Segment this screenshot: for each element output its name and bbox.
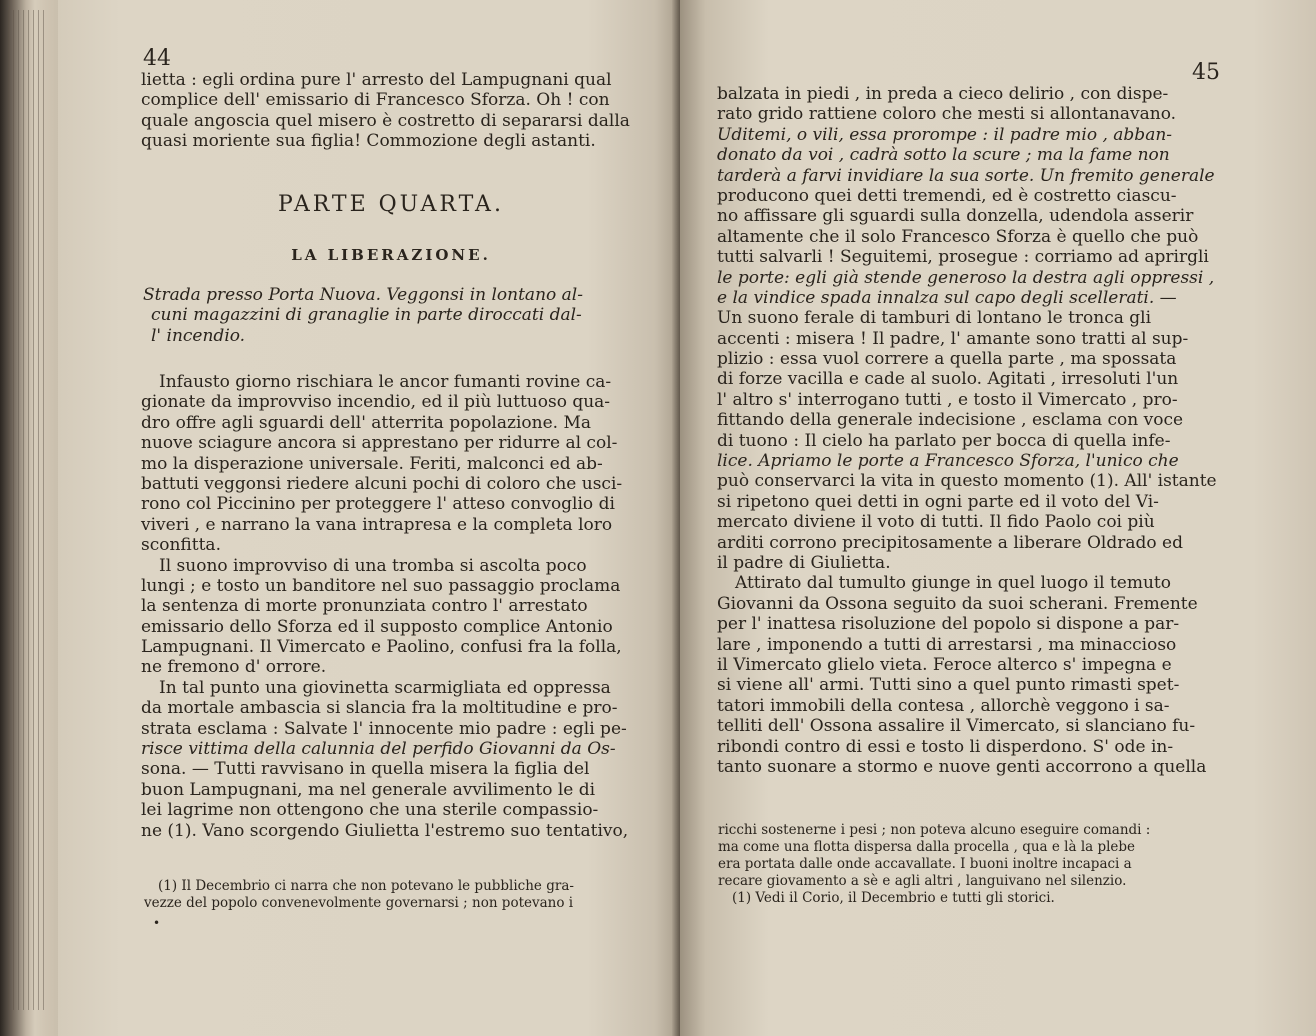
right-page [680,0,1316,1036]
text-line: si ripetono quei detti in ogni parte ed il voto del Vi- [717,491,1159,512]
text-line: accenti : misera ! Il padre, l' amante sono tratti al sup- [717,328,1189,349]
footnote-line: era portata dalle onde accavallate. I buoni inoltre incapaci a [718,856,1132,872]
text-line: lei lagrime non ottengono che una sterile compassio- [141,800,599,821]
text-line: e la vindice spada innalza sul capo degli scellerati. — [717,287,1177,308]
text-line: lietta : egli ordina pure l' arresto del Lampugnani qual [141,70,612,90]
text-line: l' altro s' interrogano tutti , e tosto il Vimercato , pro- [717,389,1178,410]
text-line: sconfitta. [141,535,221,556]
text-line: Strada presso Porta Nuova. Veggonsi in lontano al- [143,285,583,305]
text-line: Giovanni da Ossona seguito da suoi scherani. Fremente [717,593,1198,614]
text-line: balzata in piedi , in preda a cieco delirio , con dispe- [717,84,1169,104]
text-line: emissario dello Sforza ed il supposto complice Antonio [141,616,613,637]
text-line: telliti dell' Ossona assalire il Vimercato, si slanciano fu- [717,716,1196,737]
text-line: di forze vacilla e cade al suolo. Agitati , irresoluti l'un [717,369,1179,390]
text-line: complice dell' emissario di Francesco Sforza. Oh ! con [141,90,610,111]
body-text [141,372,641,841]
text-line: quasi moriente sua figlia! Commozione degli astanti. [141,131,596,152]
text-line: risce vittima della calunnia del perfido Giovanni da Os- [141,739,616,760]
text-line: buon Lampugnani, ma nel generale avvilimento le di [141,779,596,800]
text-line: le porte: egli già stende generoso la destra agli oppressi , [717,267,1215,288]
text-line: ribondi contro di essi e tosto li disperdono. S' ode in- [717,736,1174,757]
text-line: fittando della generale indecisione , esclama con voce [717,410,1184,431]
text-line: quale angoscia quel misero è costretto di separarsi dalla [141,110,630,131]
page-edges [0,0,58,1036]
text-line: altamente che il solo Francesco Sforza è quello che può [717,226,1199,247]
text-line: per l' inattesa risoluzione del popolo si dispone a par- [717,614,1180,635]
footnote-line: (1) Vedi il Corio, il Decembrio e tutti gli storici. [732,890,1055,906]
footnote [144,878,658,912]
text-line: da mortale ambascia si slancia fra la moltitudine e pro- [141,698,618,719]
text-line: la sentenza di morte pronunziata contro l' arrestato [141,596,588,617]
text-line: rono col Piccinino per proteggere l' atteso convoglio di [141,494,615,515]
text-line: cuni magazzini di granaglie in parte diroccati dal- [151,305,582,326]
text-line: In tal punto una giovinetta scarmigliata ed oppressa [159,677,611,698]
text-line: lare , imponendo a tutti di arrestarsi , ma minaccioso [717,634,1177,655]
text-line: può conservarci la vita in questo momento (1). All' istante [717,471,1217,492]
text-line: rato grido rattiene coloro che mesti si allontanavano. [717,104,1177,125]
text-line: Uditemi, o vili, essa prorompe : il padre mio , abban- [717,124,1173,145]
text-line: mercato diviene il voto di tutti. Il fido Paolo coi più [717,512,1155,533]
text-line: Il suono improvviso di una tromba si ascolta poco [159,555,587,576]
text-line: Lampugnani. Il Vimercato e Paolino, confusi fra la folla, [141,637,622,658]
text-line: il padre di Giulietta. [717,552,891,573]
text-line: lice. Apriamo le porte a Francesco Sforza, l'unico che [717,451,1179,472]
text-line: si viene all' armi. Tutti sino a quel punto rimasti spet- [717,675,1180,696]
text-line: tutti salvarli ! Seguitemi, prosegue : corriamo ad aprirgli [717,247,1209,268]
top-paragraph [141,70,641,152]
text-line: di tuono : Il cielo ha parlato per bocca di quella infe- [717,430,1171,451]
text-line: producono quei detti tremendi, ed è costretto ciascu- [717,185,1177,206]
footnote-line: (1) Il Decembrio ci narra che non potevano le pubbliche gra- [158,878,574,894]
text-line: Infausto giorno rischiara le ancor fumanti rovine ca- [159,372,612,392]
text-line: arditi corrono precipitosamente a liberare Oldrado ed [717,532,1183,553]
page-number: 45 [1192,60,1220,85]
text-line: nuove sciagure ancora si apprestano per ridurre al col- [141,433,618,454]
text-line: mo la disperazione universale. Feriti, malconci ed ab- [141,453,603,474]
part-title: PARTE QUARTA. [278,192,504,217]
text-line: plizio : essa vuol correre a quella parte , ma spossata [717,349,1177,370]
text-line: dro offre agli sguardi dell' atterrita popolazione. Ma [141,412,591,433]
text-line: l' incendio. [151,325,246,346]
footnote-line: recare giovamento a sè e agli altri , languivano nel silenzio. [718,873,1127,889]
text-line: viveri , e narrano la vana intrapresa e la completa loro [141,514,613,535]
page-number: 44 [143,46,171,71]
footnote-line: ricchi sostenerne i pesi ; non poteva alcuno eseguire comandi : [718,822,1151,838]
text-line: battuti veggonsi riedere alcuni pochi di coloro che usci- [141,473,623,494]
ink-mark: • [153,916,161,930]
footnote [718,822,1218,907]
text-line: strata esclama : Salvate l' innocente mio padre : egli pe- [141,718,627,739]
text-line: Attirato dal tumulto giunge in quel luogo il temuto [735,573,1171,594]
text-line: donato da voi , cadrà sotto la scure ; ma la fame non [717,145,1170,166]
text-line: sona. — Tutti ravvisano in quella misera la figlia del [141,759,590,780]
text-line: tatori immobili della contesa , allorchè veggono i sa- [717,695,1170,716]
scene-description [143,285,643,346]
body-text [717,84,1217,777]
text-line: ne fremono d' orrore. [141,657,327,678]
section-title: LA LIBERAZIONE. [291,246,491,264]
footnote-line: vezze del popolo convenevolmente governarsi ; non potevano i [144,895,574,911]
text-line: il Vimercato glielo vieta. Feroce alterco s' impegna e [717,654,1172,675]
footnote-line: ma come una flotta dispersa dalla procella , qua e là la plebe [718,839,1136,855]
text-line: ne (1). Vano scorgendo Giulietta l'estremo suo tentativo, [141,820,629,841]
text-line: Un suono ferale di tamburi di lontano le tronca gli [717,308,1152,329]
text-line: tanto suonare a stormo e nuove genti accorrono a quella [717,756,1207,777]
text-line: gionate da improvviso incendio, ed il più luttuoso qua- [141,392,611,413]
text-line: lungi ; e tosto un banditore nel suo passaggio proclama [141,575,621,596]
text-line: tarderà a farvi invidiare la sua sorte. Un fremito generale [717,165,1215,186]
left-page [58,0,680,1036]
text-line: no affissare gli sguardi sulla donzella, udendola asserir [717,206,1194,227]
